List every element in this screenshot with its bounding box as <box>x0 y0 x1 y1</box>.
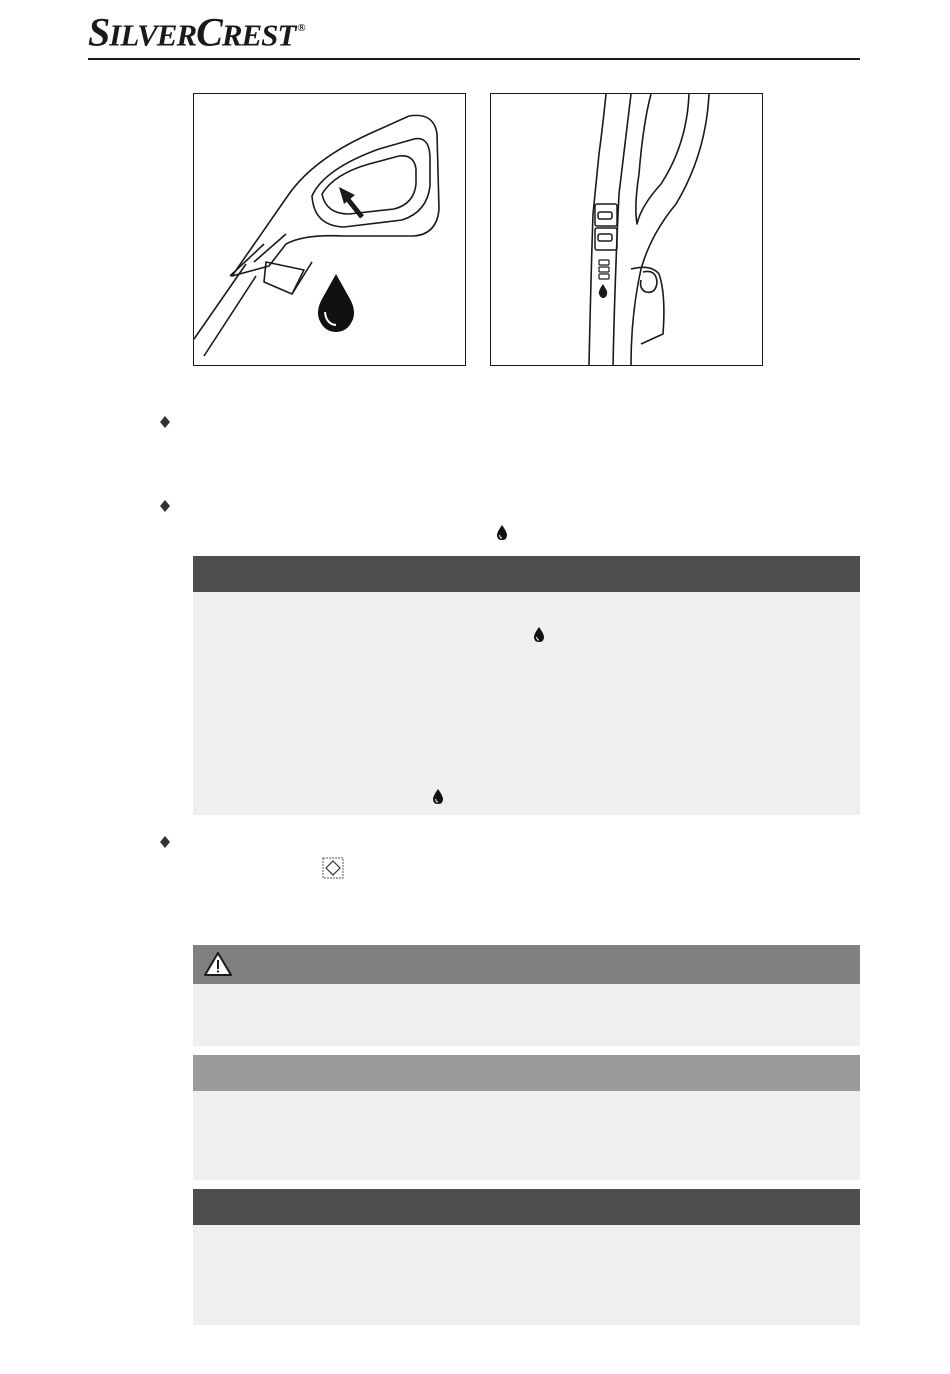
arrow-icon <box>339 187 362 217</box>
water-drop-icon <box>432 789 444 805</box>
note-panel-header <box>193 1055 860 1091</box>
warning-panel-header <box>193 945 860 984</box>
warning-panel-body <box>193 984 860 1046</box>
handle-side-illustration <box>491 94 762 365</box>
bullet-diamond <box>160 836 170 848</box>
note-panel-body <box>193 592 860 815</box>
note-panel-body <box>193 1091 860 1180</box>
note-panel-header <box>193 1189 860 1225</box>
water-drop-icon <box>318 274 354 332</box>
note-panel <box>193 1055 860 1180</box>
note-panel-header <box>193 556 860 592</box>
bullet-diamond <box>160 500 170 512</box>
handle-illustration <box>194 94 465 365</box>
figure-handle-side-controls <box>490 93 763 366</box>
bullet-diamond <box>160 416 170 428</box>
note-panel <box>193 1189 860 1325</box>
figure-handle-water-button <box>193 93 466 366</box>
warning-panel <box>193 945 860 1046</box>
brand-logo: SILVERCREST ® <box>88 9 305 55</box>
note-panel <box>193 556 860 815</box>
header-divider <box>88 58 860 60</box>
led-indicator-icon <box>599 260 609 279</box>
warning-triangle-icon <box>203 951 233 977</box>
fabric-care-icon <box>322 857 344 879</box>
water-drop-icon <box>599 284 607 298</box>
button-icon <box>595 204 617 250</box>
water-drop-icon <box>496 525 508 541</box>
note-panel-body <box>193 1225 860 1325</box>
water-drop-icon <box>533 627 545 643</box>
